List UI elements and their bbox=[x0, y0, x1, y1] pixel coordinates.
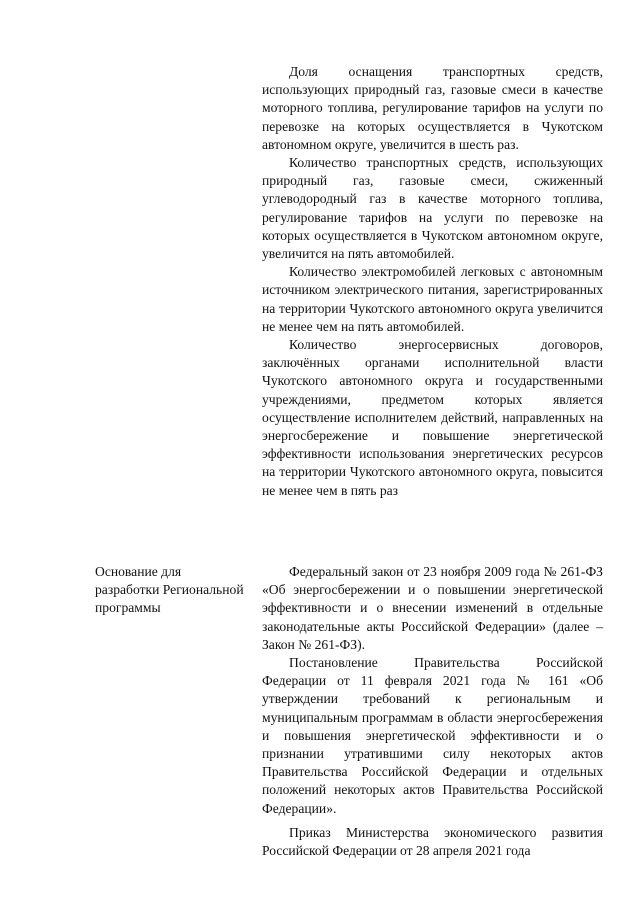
basis-paragraph: Федеральный закон от 23 ноября 2009 года № 261-ФЗ «Об энергосбережении и о повышении энергетической эффективности и о внесении изменений в отдельные законодательные акты Российской Федерации» (далее – Закон № 261-ФЗ). bbox=[262, 564, 603, 652]
basis-column bbox=[262, 563, 603, 860]
basis-paragraph: Приказ Министерства экономического развития Российской Федерации от 28 апреля 2021 года bbox=[262, 824, 603, 859]
basis-paragraph: Постановление Правительства Российской Федерации от 11 февраля 2021 года № 161 «Об утверждении требований к региональным и муниципальным программам в области энергосбережения и повышения энергетической эффективности и о признании утратившими силу некоторых актов Правительства Российской Федерации и отдельных положений некоторых актов Правительства Российской Федерации». bbox=[262, 655, 603, 816]
indicator-paragraph: Количество электромобилей легковых с автономным источником электрического питания, зарегистрированных на территории Чукотского автономного округа увеличится не менее чем на пять автомобилей. bbox=[262, 264, 603, 334]
indicator-paragraph: Количество транспортных средств, использующих природный газ, газовые смеси, сжиженный углеводородный газ в качестве моторного топлива, регулирование тарифов на услуги по перевозке на которых осуществляется в Чукотском автономном округе, увеличится на пять автомобилей. bbox=[262, 155, 603, 262]
indicator-paragraph: Количество энергосервисных договоров, заключённых органами исполнительной власти Чукотского автономного округа и государственными учреждениями, предметом которых является осуществление исполнителем действий, направленных на энергосбережение и повышение энергетической эффективности использования энергетических ресурсов на территории Чукотского автономного округа, повысится не менее чем в пять раз bbox=[262, 337, 603, 498]
indicators-column bbox=[262, 63, 603, 500]
basis-label: Основание для разработки Региональной программы bbox=[95, 564, 244, 616]
indicator-paragraph: Доля оснащения транспортных средств, использующих природный газ, газовые смеси в качестве моторного топлива, регулирование тарифов на услуги по перевозке на которых осуществляется в Чукотском автономном округе, увеличится в шесть раз. bbox=[262, 64, 603, 152]
